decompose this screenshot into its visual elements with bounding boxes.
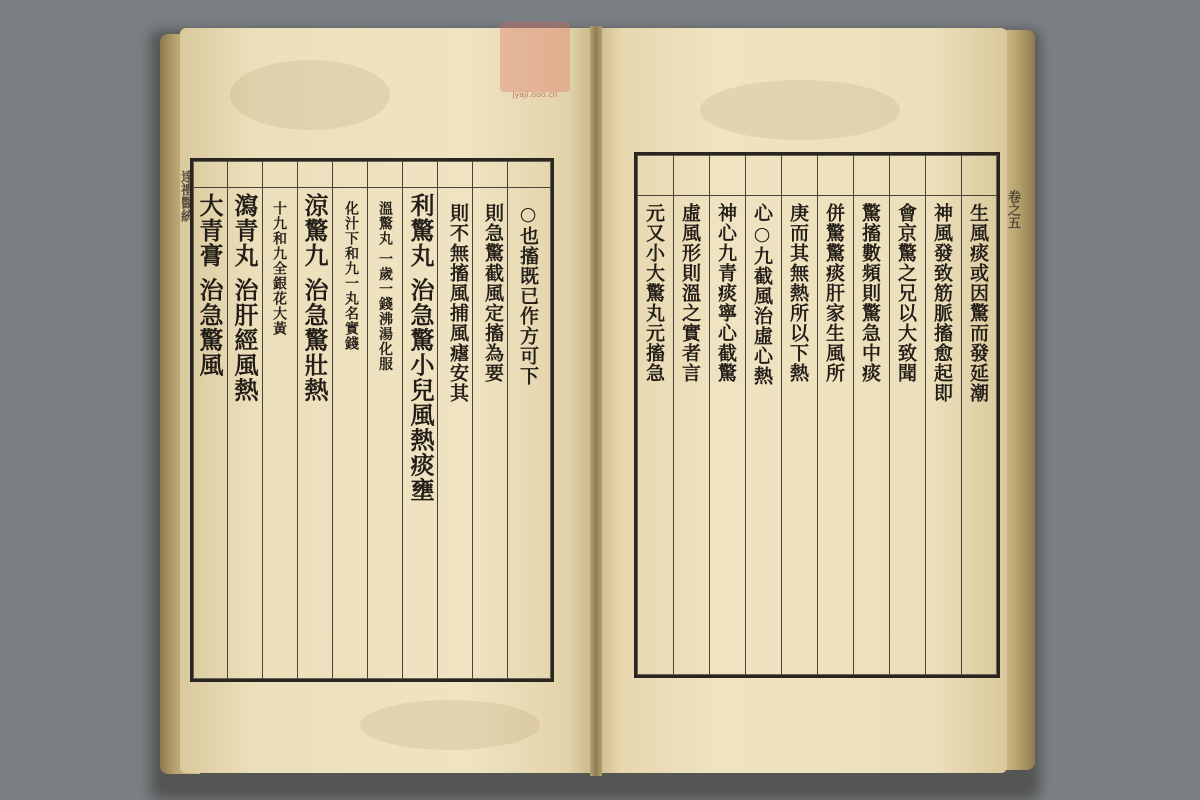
text-column: 元又小大驚丸元搐急 bbox=[643, 203, 665, 383]
text-column: 會京驚之兄以大致聞 bbox=[895, 203, 917, 383]
column-rule bbox=[472, 161, 473, 679]
text-column: 庚而其無熱所以下熱 bbox=[787, 203, 809, 383]
right-text-frame bbox=[634, 152, 1000, 678]
text-column: 溫驚丸 一歲一錢沸湯化服 bbox=[377, 201, 393, 372]
text-column: 化汁下和九一丸名實錢 bbox=[343, 201, 359, 351]
text-column: 神心九青痰寧心截驚 bbox=[715, 203, 737, 383]
column-rule bbox=[889, 155, 890, 675]
column-rule bbox=[437, 161, 438, 679]
column-rule bbox=[817, 155, 818, 675]
paper-stain bbox=[230, 60, 390, 130]
text-column: 則急驚截風定搐為要 bbox=[482, 203, 504, 383]
left-margin-title: 達禮醫統 bbox=[178, 170, 193, 222]
column-rule bbox=[781, 155, 782, 675]
text-column: 十九和九全銀花大黃 bbox=[271, 201, 287, 336]
right-margin-title: 卷之五 bbox=[1005, 190, 1020, 229]
column-rule bbox=[961, 155, 962, 675]
text-column-heading: 利驚丸 治急驚小兒風熱痰壅 bbox=[406, 193, 435, 503]
paper-stain bbox=[360, 700, 540, 750]
text-column: 併驚驚痰肝家生風所 bbox=[823, 203, 845, 383]
text-column: 驚搐數頻則驚急中痰 bbox=[859, 203, 881, 383]
column-rule bbox=[709, 155, 710, 675]
text-column: 生風痰或因驚而發延潮 bbox=[967, 203, 989, 403]
column-rule bbox=[925, 155, 926, 675]
column-rule bbox=[262, 161, 263, 679]
left-text-frame bbox=[190, 158, 554, 682]
text-column: 則不無搐風捕風瘧安其 bbox=[447, 203, 469, 403]
text-column: 心○九截風治虛心熱 bbox=[751, 203, 773, 386]
column-rule bbox=[673, 155, 674, 675]
column-rule bbox=[227, 161, 228, 679]
column-rule bbox=[507, 161, 508, 679]
text-column-heading: 大青膏 治急驚風 bbox=[195, 193, 224, 378]
text-column: 神風發致筋脈搐愈起即 bbox=[931, 203, 953, 403]
text-column: ○也搐既已作方可下 bbox=[517, 203, 539, 386]
text-column: 虛風形則溫之實者言 bbox=[679, 203, 701, 383]
text-column-heading: 瀉青丸 治肝經風熱 bbox=[230, 193, 259, 403]
column-rule bbox=[297, 161, 298, 679]
header-band bbox=[193, 161, 551, 188]
column-rule bbox=[402, 161, 403, 679]
column-rule bbox=[332, 161, 333, 679]
paper-stain bbox=[700, 80, 900, 140]
column-rule bbox=[367, 161, 368, 679]
column-rule bbox=[853, 155, 854, 675]
book-gutter bbox=[590, 26, 602, 776]
text-column-heading: 涼驚九 治急驚壯熱 bbox=[300, 193, 329, 403]
watermark-text: jyaji.ooo.cn bbox=[512, 90, 558, 99]
column-rule bbox=[745, 155, 746, 675]
library-seal-stamp bbox=[500, 22, 570, 92]
